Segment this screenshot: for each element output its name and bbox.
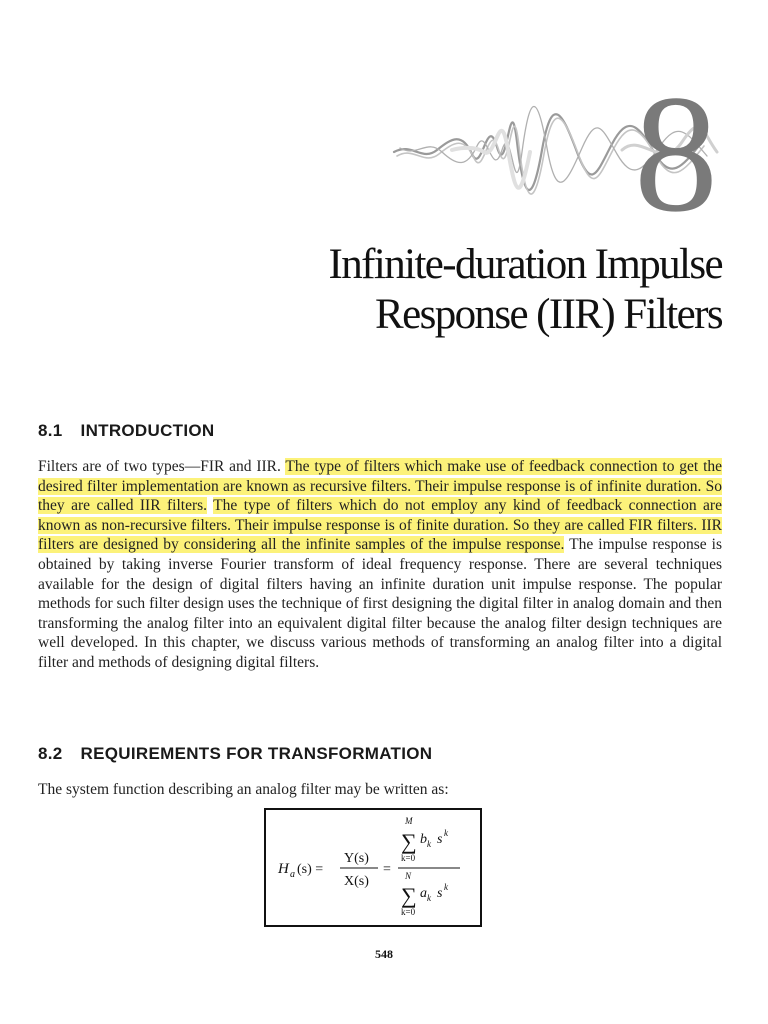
eq-num-var: s	[437, 832, 443, 847]
section-heading-introduction	[38, 421, 214, 441]
eq-frac-numerator: Y(s)	[344, 851, 369, 866]
eq-den-coef: a	[420, 886, 427, 901]
eq-den-var: s	[437, 886, 443, 901]
eq-num-coef: b	[420, 832, 427, 847]
section-heading-requirements	[38, 744, 432, 764]
chapter-title	[202, 240, 722, 340]
eq-num-sum: ∑	[401, 829, 417, 854]
highlighted-text: The type of filters which do not employ any kind of feedback connection are known as non-recursive filters. Their impulse response is of finite duration. So they are called FIR filters. IIR filters are designed by considering all the infinite samples of the impulse response.	[38, 497, 722, 554]
eq-den-upper-limit: N	[405, 871, 412, 881]
eq-h-argument: (s) =	[297, 862, 324, 877]
section-title: INTRODUCTION	[80, 421, 215, 440]
eq-h-subscript: a	[290, 869, 295, 880]
chapter-title-line-1: Infinite-duration Impulse	[328, 241, 722, 288]
page-number: 548	[375, 947, 393, 961]
section-title: REQUIREMENTS FOR TRANSFORMATION	[80, 744, 433, 763]
eq-num-upper-limit: M	[405, 816, 413, 826]
equation-box	[264, 808, 482, 927]
eq-num-lower-limit: k=0	[401, 853, 416, 863]
paragraph-text: Filters are of two types—FIR and IIR.	[38, 458, 286, 475]
highlighted-text: The type of filters which make use of feedback connection to get the desired filter implementation are known as recursive filters. Their impulse response is of infinite duration. So they are called IIR filters.	[38, 458, 722, 515]
eq-equals: =	[383, 862, 391, 877]
section-number: 8.2	[38, 744, 63, 763]
eq-num-exp: k	[444, 828, 448, 838]
eq-den-lower-limit: k=0	[401, 907, 416, 917]
introduction-paragraph	[38, 457, 722, 673]
transfer-function-equation	[266, 810, 480, 925]
chapter-number: 8	[634, 61, 716, 247]
eq-frac-denominator: X(s)	[344, 874, 369, 889]
paragraph-text: The impulse response is obtained by taking inverse Fourier transform of ideal frequency response. There are several techniques available for the design of digital filters having an infinite duration unit impulse response. The popular methods for such filter design uses the technique of first designing the digital filter in analog domain and then transforming the analog filter into an equivalent digital filter because the analog filter design techniques are well developed. In this chapter, we discuss various methods of transforming an analog filter into a digital filter and methods of designing digital filters.	[38, 536, 722, 671]
section-number: 8.1	[38, 421, 63, 440]
eq-num-coef-sub: k	[427, 839, 431, 849]
eq-h: H	[278, 861, 289, 877]
chapter-title-line-2: Response (IIR) Filters	[375, 291, 722, 338]
requirements-paragraph: The system function describing an analog filter may be written as:	[38, 781, 449, 798]
eq-den-exp: k	[444, 882, 448, 892]
eq-den-coef-sub: k	[427, 893, 431, 903]
eq-den-sum: ∑	[401, 883, 417, 908]
